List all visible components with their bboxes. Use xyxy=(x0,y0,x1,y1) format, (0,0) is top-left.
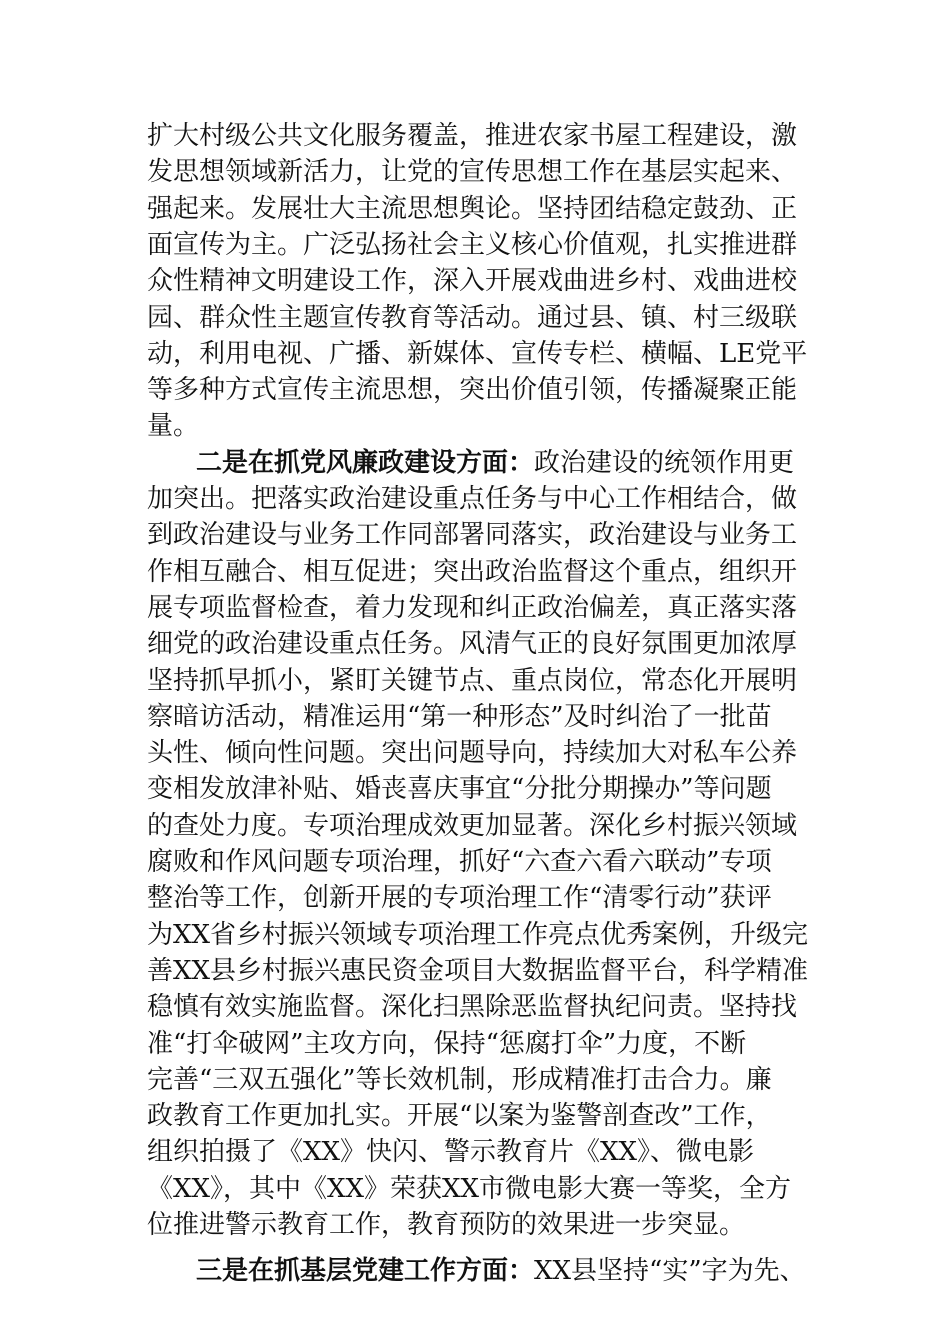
paragraph-text: XX县坚持“实”字为先、 xyxy=(534,1256,806,1287)
paragraph-text: 政治建设的统领作用更 xyxy=(534,447,795,478)
paragraph-line: 察暗访活动，精准运用“第一种形态”及时纠治了一批苗 xyxy=(147,701,772,732)
paragraph-line: 园、群众性主题宣传教育等活动。通过县、镇、村三级联 xyxy=(147,302,798,333)
paragraph-line: 发思想领域新活力，让党的宣传思想工作在基层实起来、 xyxy=(147,157,798,188)
paragraph-line: 作相互融合、相互促进；突出政治监督这个重点，组织开 xyxy=(147,556,798,587)
paragraph-line: 细党的政治建设重点任务。风清气正的良好氛围更加浓厚 xyxy=(147,629,798,660)
paragraph-first-line xyxy=(196,1253,827,1289)
paragraph-line: 善XX县乡村振兴惠民资金项目大数据监督平台，科学精准 xyxy=(147,955,809,986)
paragraph-first-line xyxy=(196,445,827,481)
paragraph-line: 位推进警示教育工作，教育预防的效果进一步突显。 xyxy=(147,1210,746,1240)
paragraph-line: 扩大村级公共文化服务覆盖，推进农家书屋工程建设，激 xyxy=(147,121,798,151)
paragraph-line: 坚持抓早抓小，紧盯关键节点、重点岗位，常态化开展明 xyxy=(147,665,798,696)
paragraph-line: 等多种方式宣传主流思想，突出价值引领，传播凝聚正能 xyxy=(147,375,798,406)
paragraph-line: 腐败和作风问题专项治理，抓好“六查六看六联动”专项 xyxy=(147,847,772,877)
section-heading: 二是在抓党风廉政建设方面： xyxy=(196,447,535,478)
paragraph-line: 加突出。把落实政治建设重点任务与中心工作相结合，做 xyxy=(147,484,798,514)
paragraph-line: 展专项监督检查，着力发现和纠正政治偏差，真正落实落 xyxy=(147,592,798,623)
section-heading: 三是在抓基层党建工作方面： xyxy=(196,1256,535,1287)
paragraph-line: 整治等工作，创新开展的专项治理工作“清零行动”获评 xyxy=(147,883,772,914)
paragraph-line: 为XX省乡村振兴领域专项治理工作亮点优秀案例，升级完 xyxy=(147,919,809,950)
paragraph-line: 《XX》，其中《XX》荣获XX市微电影大赛一等奖，全方 xyxy=(147,1173,792,1204)
paragraph-line: 完善“三双五强化”等长效机制，形成精准打击合力。廉 xyxy=(147,1064,772,1095)
paragraph-line: 动，利用电视、广播、新媒体、宣传专栏、横幅、LE党平 xyxy=(147,338,808,369)
paragraph-line: 面宣传为主。广泛弘扬社会主义核心价值观，扎实推进群 xyxy=(147,229,798,260)
paragraph-line: 众性精神文明建设工作，深入开展戏曲进乡村、戏曲进校 xyxy=(147,266,798,297)
paragraph-line: 稳慎有效实施监督。深化扫黑除恶监督执纪问责。坚持找 xyxy=(147,992,798,1023)
paragraph-line: 量。 xyxy=(147,411,200,442)
paragraph-line: 变相发放津补贴、婚丧喜庆事宜“分批分期操办”等问题 xyxy=(147,774,772,805)
paragraph-line: 到政治建设与业务工作同部署同落实，政治建设与业务工 xyxy=(147,520,798,551)
paragraph-line: 强起来。发展壮大主流思想舆论。坚持团结稳定鼓劲、正 xyxy=(147,193,798,224)
paragraph-line: 头性、倾向性问题。突出问题导向，持续加大对私车公养 xyxy=(147,738,798,769)
paragraph-line: 准“打伞破网”主攻方向，保持“惩腐打伞”力度，不断 xyxy=(147,1028,747,1059)
paragraph-line: 的查处力度。专项治理成效更加显著。深化乡村振兴领域 xyxy=(147,810,798,841)
paragraph-line: 组织拍摄了《XX》快闪、警示教育片《XX》、微电影 xyxy=(147,1137,755,1168)
paragraph-line: 政教育工作更加扎实。开展“以案为鉴警剖查改”工作， xyxy=(147,1101,772,1132)
